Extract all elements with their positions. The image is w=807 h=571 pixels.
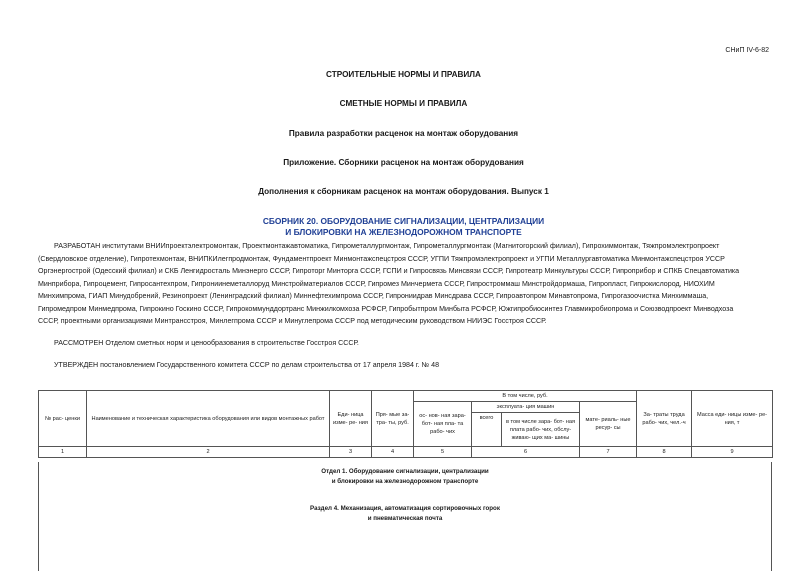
header-direct-costs: Пря- мые за- тра- ты, руб. — [372, 391, 414, 447]
column-number: 9 — [692, 447, 773, 458]
header-including: В том числе, руб. — [414, 391, 637, 402]
collection-title — [0, 216, 807, 238]
developed-line: (Свердловское отделение), Гипротехмонтаж, ВНИПКИлегпродмонтаж, Фундаментпроект Минмонтажспецстроя СССР, УГПИ Тяжпромэлектропроект и УГПИ Металлургавтоматика Минмонтажспецстроя УССР — [38, 254, 725, 263]
heading-rules: Правила разработки расценок на монтаж оборудования — [288, 129, 519, 138]
column-number-row — [39, 447, 773, 458]
document-code: СНиП IV-6-82 — [725, 47, 769, 54]
reviewed-paragraph: РАССМОТРЕН Отделом сметных норм и ценообразования в строительстве Госстроя СССР. — [54, 339, 359, 347]
department-line-1: Отдел 1. Оборудование сигнализации, централизации — [321, 468, 489, 475]
header-materials: мате- риаль- ные ресур- сы — [580, 402, 637, 447]
heading-appendix: Приложение. Сборники расценок на монтаж оборудования — [283, 158, 524, 167]
developed-line: Минхимпрома, ГИАП Минудобрений, Резинопроект (Ленинградский филиал) Миннефтехимпрома СССР, Гипрониидрав Минсдрава СССР, Гипроавтопром Минавтопрома, Гипрогазоочистка Минхиммаша, — [38, 292, 709, 300]
section-line-2: и пневматическая почта — [367, 514, 443, 522]
department-line-2: и блокировки на железнодорожном транспорте — [331, 477, 479, 485]
developed-paragraph — [38, 240, 772, 328]
developed-line: РАЗРАБОТАН институтами ВНИИпроектэлектромонтаж, Проектмонтажавтоматика, Гипрометаллургмонтаж, Гипрометаллургмонтаж (Магнитогорский филиал), Гипрохиммонтаж, Тяжпромэлектропроект — [54, 242, 720, 250]
header-machine-wage: в том числе зара- бот- ная плата рабо- чих, обслу- живаю- щих ма- шины — [502, 413, 580, 447]
column-number: 8 — [637, 447, 692, 458]
column-number: 3 — [330, 447, 372, 458]
column-number: 4 — [372, 447, 414, 458]
developed-line: Оргэнергострой (Одесский филиал) и СКБ Ленгидросталь Минэнерго СССР, Гипроторг Минторга СССР, ГСПИ и Гипросвязь Минсвязи СССР, Гипротеатр Минкультуры СССР, Гипроприбор и СПКБ Спецавтоматика — [38, 267, 740, 275]
column-number: 2 — [87, 447, 330, 458]
header-base-wage: ос- нов- ная зара- бот- ная пла- та рабо- чих — [414, 402, 472, 447]
developed-line: СССР, проектными организациями Минтрансстроя, Минлегпрома СССР и Минуглепрома СССР под методическим руководством НИИЭС Госстроя СССР. — [38, 317, 547, 325]
header-mass: Масса еди- ницы изме- ре- ния, т — [692, 391, 773, 447]
column-number: 7 — [580, 447, 637, 458]
developed-line: Гипромедпром Минмедпрома, Гипрокино Госкино СССР, Гипрокоммунддортранс Минжилкомхоза РСФСР, Гипробытпром Минбыта РСФСР, Южгипробиосинтез Главмикробиопрома и Союзводпроект Минводхоза — [38, 304, 734, 313]
section-line-1: Раздел 4. Механизация, автоматизация сортировочных горок — [310, 505, 500, 512]
section-heading — [38, 504, 772, 523]
approved-paragraph: УТВЕРЖДЕН постановлением Государственного комитета СССР по делам строительства от 17 апреля 1984 г. № 48 — [54, 361, 440, 369]
header-rate-number: № рас- ценки — [39, 391, 87, 447]
column-number: 5 — [414, 447, 472, 458]
column-number: 6 — [472, 447, 580, 458]
header-labor: За- траты труда рабо- чих, чел.-ч — [637, 391, 692, 447]
department-heading — [38, 467, 772, 486]
collection-title-line-1: СБОРНИК 20. ОБОРУДОВАНИЕ СИГНАЛИЗАЦИИ, ЦЕНТРАЛИЗАЦИИ — [262, 216, 545, 226]
header-name: Наименование и техническая характеристика оборудования или видов монтажных работ — [87, 391, 330, 447]
header-machines: эксплуата- ция машин — [472, 402, 580, 413]
header-machines-total: всего — [472, 413, 502, 447]
heading-estimate-norms: СМЕТНЫЕ НОРМЫ И ПРАВИЛА — [339, 99, 468, 108]
header-unit: Еди- ница изме- ре- ния — [330, 391, 372, 447]
rates-table — [38, 390, 773, 458]
developed-line: Минприбора, Гипроцемент, Гипросантехпром, Гипрониинеметаллоруд Минстройматериалов СССР, Гипромез Минчермета СССР, Гипростроммаш Минстройдормаша, Гипропласт, Гипрокислород, НИОХИМ — [38, 279, 715, 288]
collection-title-line-2: И БЛОКИРОВКИ НА ЖЕЛЕЗНОДОРОЖНОМ ТРАНСПОРТЕ — [285, 227, 522, 237]
heading-building-norms: СТРОИТЕЛЬНЫЕ НОРМЫ И ПРАВИЛА — [326, 70, 481, 79]
column-number: 1 — [39, 447, 87, 458]
heading-supplements: Дополнения к сборникам расценок на монтаж оборудования. Выпуск 1 — [258, 187, 549, 196]
